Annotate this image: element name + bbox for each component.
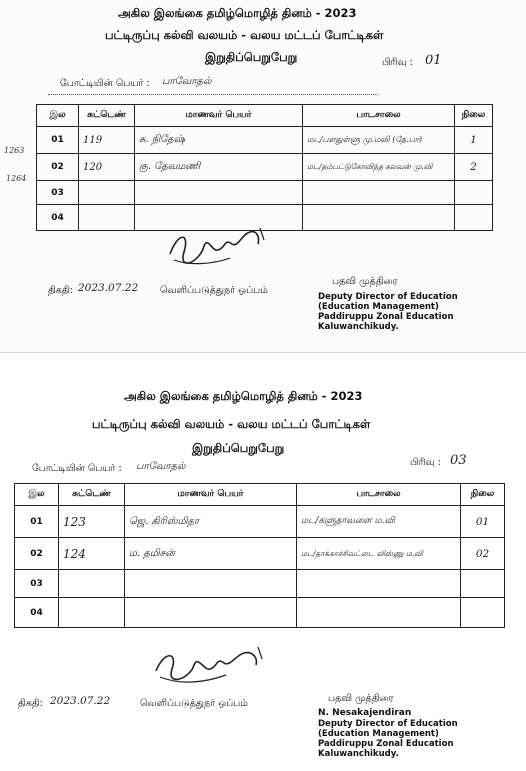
- stamp-line: (Education Management): [318, 729, 439, 739]
- stamp-label: பதவி முத்திரை: [332, 276, 398, 287]
- stamp-line: Deputy Director of Education: [318, 292, 458, 302]
- competition-label: போட்டியின் பெயர் :: [32, 463, 122, 474]
- cell-name: கு. தேவமணி: [135, 154, 303, 181]
- handwritten-signature: [148, 643, 268, 689]
- cell-name: சு. நிதேஷ்: [135, 127, 303, 154]
- cell-place: 1: [455, 127, 493, 154]
- header-place: நிலை: [461, 484, 505, 506]
- stamp-line: Paddiruppu Zonal Education: [318, 739, 454, 749]
- competition-value: பாவோதல்: [162, 76, 212, 87]
- header-school: பாடசாலை: [303, 105, 455, 127]
- cell-place: 02: [461, 538, 505, 570]
- handwritten-signature: [160, 222, 270, 270]
- underline: [48, 94, 378, 95]
- cell-name: [135, 181, 303, 205]
- results-table: [36, 104, 493, 231]
- cell-no: 03: [37, 181, 79, 205]
- division-value: 03: [450, 453, 467, 468]
- cell-name: ஜெ. கிரிஸ்மிதா: [125, 506, 297, 538]
- table-row: [37, 154, 493, 181]
- table-header-row: [37, 105, 493, 127]
- cell-index: [59, 598, 125, 628]
- stamp-line: Kaluwanchikudy.: [318, 749, 399, 759]
- cell-index: 119: [79, 127, 135, 154]
- sheet-title: அகில இலங்கை தமிழ்மொழித் தினம் - 2023: [118, 6, 357, 20]
- result-sheet-bottom: [0, 352, 526, 771]
- table-row: [37, 127, 493, 154]
- cell-no: 01: [15, 506, 59, 538]
- cell-school: மட/தம்பட்டுகோவிந்த கலவன் மு.வி: [303, 154, 455, 181]
- cell-index: 123: [59, 506, 125, 538]
- header-index: சுட்டெண்: [79, 105, 135, 127]
- division-value: 01: [425, 53, 442, 68]
- table-row: [37, 181, 493, 205]
- table-row: [15, 570, 505, 598]
- cell-school: மட/பளதுள்ளு மு.மவி (தே.பா): [303, 127, 455, 154]
- cell-index: 124: [59, 538, 125, 570]
- cell-index: [79, 181, 135, 205]
- results-table: [14, 483, 505, 628]
- table-row: [15, 506, 505, 538]
- cell-index: [59, 570, 125, 598]
- cell-no: 04: [15, 598, 59, 628]
- header-name: மாணவர் பெயர்: [125, 484, 297, 506]
- stamp-line: Kaluwanchikudy.: [318, 322, 399, 332]
- cell-place: [455, 205, 493, 231]
- stamp-line: (Education Management): [318, 302, 439, 312]
- header-no: இல: [15, 484, 59, 506]
- cell-name: ம. தமிசன்: [125, 538, 297, 570]
- signatory-label: வெளிப்படுத்துநர் ஒப்பம்: [140, 698, 248, 709]
- cell-school: மட/களுதாவளை ம.வி: [297, 506, 461, 538]
- cell-no: 04: [37, 205, 79, 231]
- cell-place: [455, 181, 493, 205]
- cell-school: [297, 570, 461, 598]
- cell-place: 2: [455, 154, 493, 181]
- date-value: 2023.07.22: [50, 695, 111, 707]
- header-name: மாணவர் பெயர்: [135, 105, 303, 127]
- competition-value: பாவோதல்: [136, 461, 186, 472]
- sheet-subtitle: பட்டிருப்பு கல்வி வலயம் - வலய மட்டப் போட்டிகள்: [105, 28, 384, 42]
- sheet-subtitle: பட்டிருப்பு கல்வி வலயம் - வலய மட்டப் போட்டிகள்: [92, 417, 371, 431]
- cell-place: [461, 598, 505, 628]
- table-row: [15, 598, 505, 628]
- stamp-line: Paddiruppu Zonal Education: [318, 312, 454, 322]
- cell-school: [297, 598, 461, 628]
- cell-no: 01: [37, 127, 79, 154]
- result-sheet-top: [0, 0, 526, 352]
- header-school: பாடசாலை: [297, 484, 461, 506]
- cell-place: [461, 570, 505, 598]
- result-label: இறுதிப்பெறுபேறு: [192, 441, 285, 455]
- cell-no: 03: [15, 570, 59, 598]
- cell-name: [125, 570, 297, 598]
- margin-note: 1264: [6, 174, 27, 183]
- division-label: பிரிவு :: [382, 57, 413, 68]
- stamp-line: Deputy Director of Education: [318, 719, 458, 729]
- cell-school: [303, 205, 455, 231]
- date-label: திகதி:: [48, 285, 73, 296]
- cell-index: [79, 205, 135, 231]
- cell-no: 02: [15, 538, 59, 570]
- cell-index: 120: [79, 154, 135, 181]
- signatory-label: வெளிப்படுத்துநர் ஒப்பம்: [160, 285, 268, 296]
- margin-note: 1263: [4, 146, 25, 155]
- cell-no: 02: [37, 154, 79, 181]
- header-no: இல: [37, 105, 79, 127]
- division-label: பிரிவு :: [410, 457, 441, 468]
- cell-school: [303, 181, 455, 205]
- date-label: திகதி:: [18, 698, 43, 709]
- result-label: இறுதிப்பெறுபேறு: [205, 50, 298, 64]
- header-place: நிலை: [455, 105, 493, 127]
- competition-label: போட்டியின் பெயர் :: [60, 78, 150, 89]
- cell-name: [125, 598, 297, 628]
- stamp-label: பதவி முத்திரை: [328, 693, 394, 704]
- table-row: [15, 538, 505, 570]
- date-value: 2023.07.22: [78, 282, 139, 294]
- table-header-row: [15, 484, 505, 506]
- cell-place: 01: [461, 506, 505, 538]
- stamp-name: N. Nesakajendiran: [318, 708, 412, 718]
- header-index: சுட்டெண்: [59, 484, 125, 506]
- cell-school: மட/தாக்காச்சிவட்டை விஸ்ணு ம.வி: [297, 538, 461, 570]
- sheet-title: அகில இலங்கை தமிழ்மொழித் தினம் - 2023: [124, 389, 363, 403]
